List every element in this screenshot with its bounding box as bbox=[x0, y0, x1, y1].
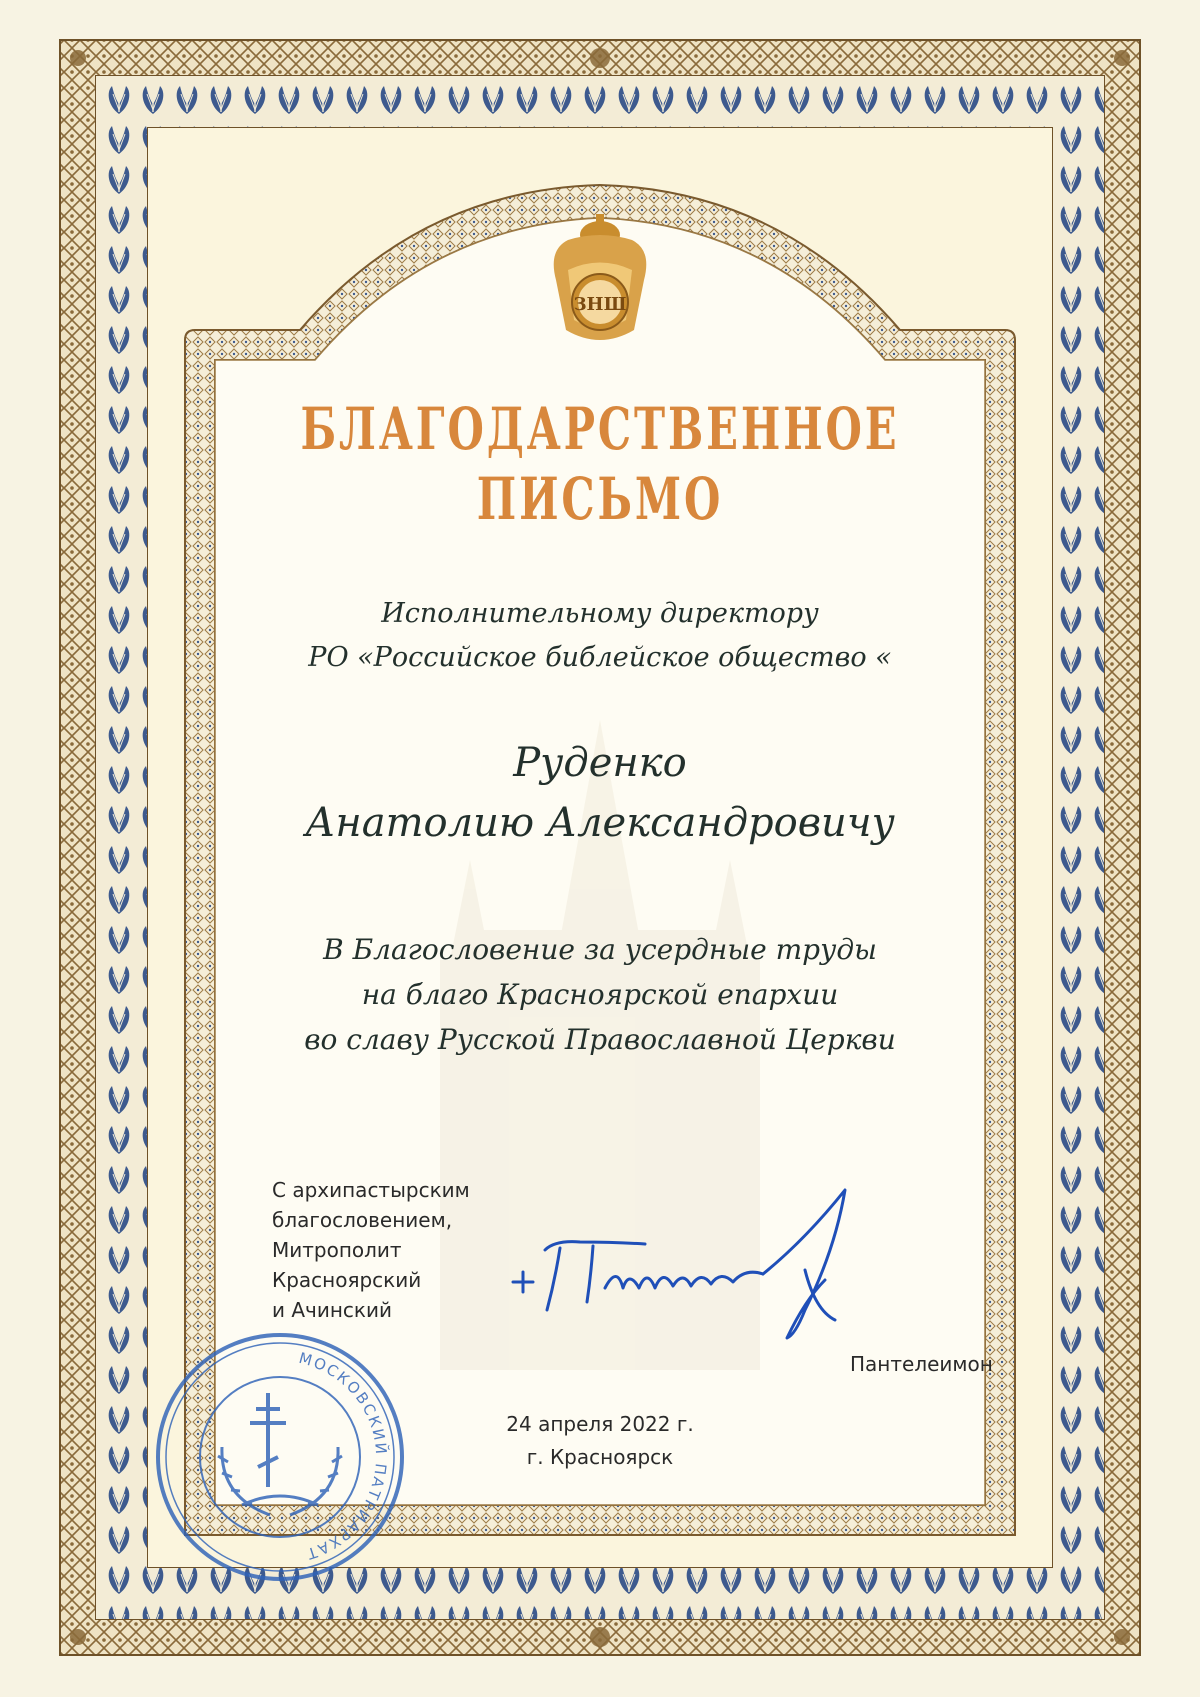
diocese-emblem bbox=[538, 210, 662, 360]
official-seal bbox=[150, 1327, 410, 1587]
issue-place: г. Красноярск bbox=[526, 1445, 674, 1469]
sender-line1: С архипастырским bbox=[272, 1178, 470, 1202]
recipient-role-line1: Исполнительному директору bbox=[381, 598, 819, 629]
issue-date: 24 апреля 2022 г. bbox=[506, 1412, 694, 1436]
sender-line5: и Ачинский bbox=[272, 1298, 392, 1322]
sender-line2: благословением, bbox=[272, 1208, 453, 1232]
document-title-line1: БЛАГОДАРСТВЕННОЕ bbox=[300, 395, 900, 463]
recipient-given-names: Анатолию Александровичу bbox=[305, 800, 895, 846]
signatory-name: Пантелеимон bbox=[850, 1352, 993, 1376]
body-line1: В Благословение за усердные труды bbox=[323, 933, 877, 966]
body-line3: во славу Русской Православной Церкви bbox=[304, 1023, 896, 1056]
sender-block bbox=[272, 1175, 470, 1325]
signature bbox=[505, 1170, 875, 1350]
recipient-surname: Руденко bbox=[513, 740, 687, 786]
emblem-monogram: ЗНШ bbox=[573, 294, 627, 315]
sender-line4: Красноярский bbox=[272, 1268, 422, 1292]
seal-text: МОСКОВСКИЙ ПАТРИАРХАТ bbox=[296, 1348, 391, 1564]
recipient-role-line2: РО «Российское библейское общество « bbox=[308, 642, 892, 673]
document-title-line2: ПИСЬМО bbox=[476, 465, 724, 533]
sender-line3: Митрополит bbox=[272, 1238, 402, 1262]
body-line2: на благо Красноярской епархии bbox=[361, 978, 839, 1011]
